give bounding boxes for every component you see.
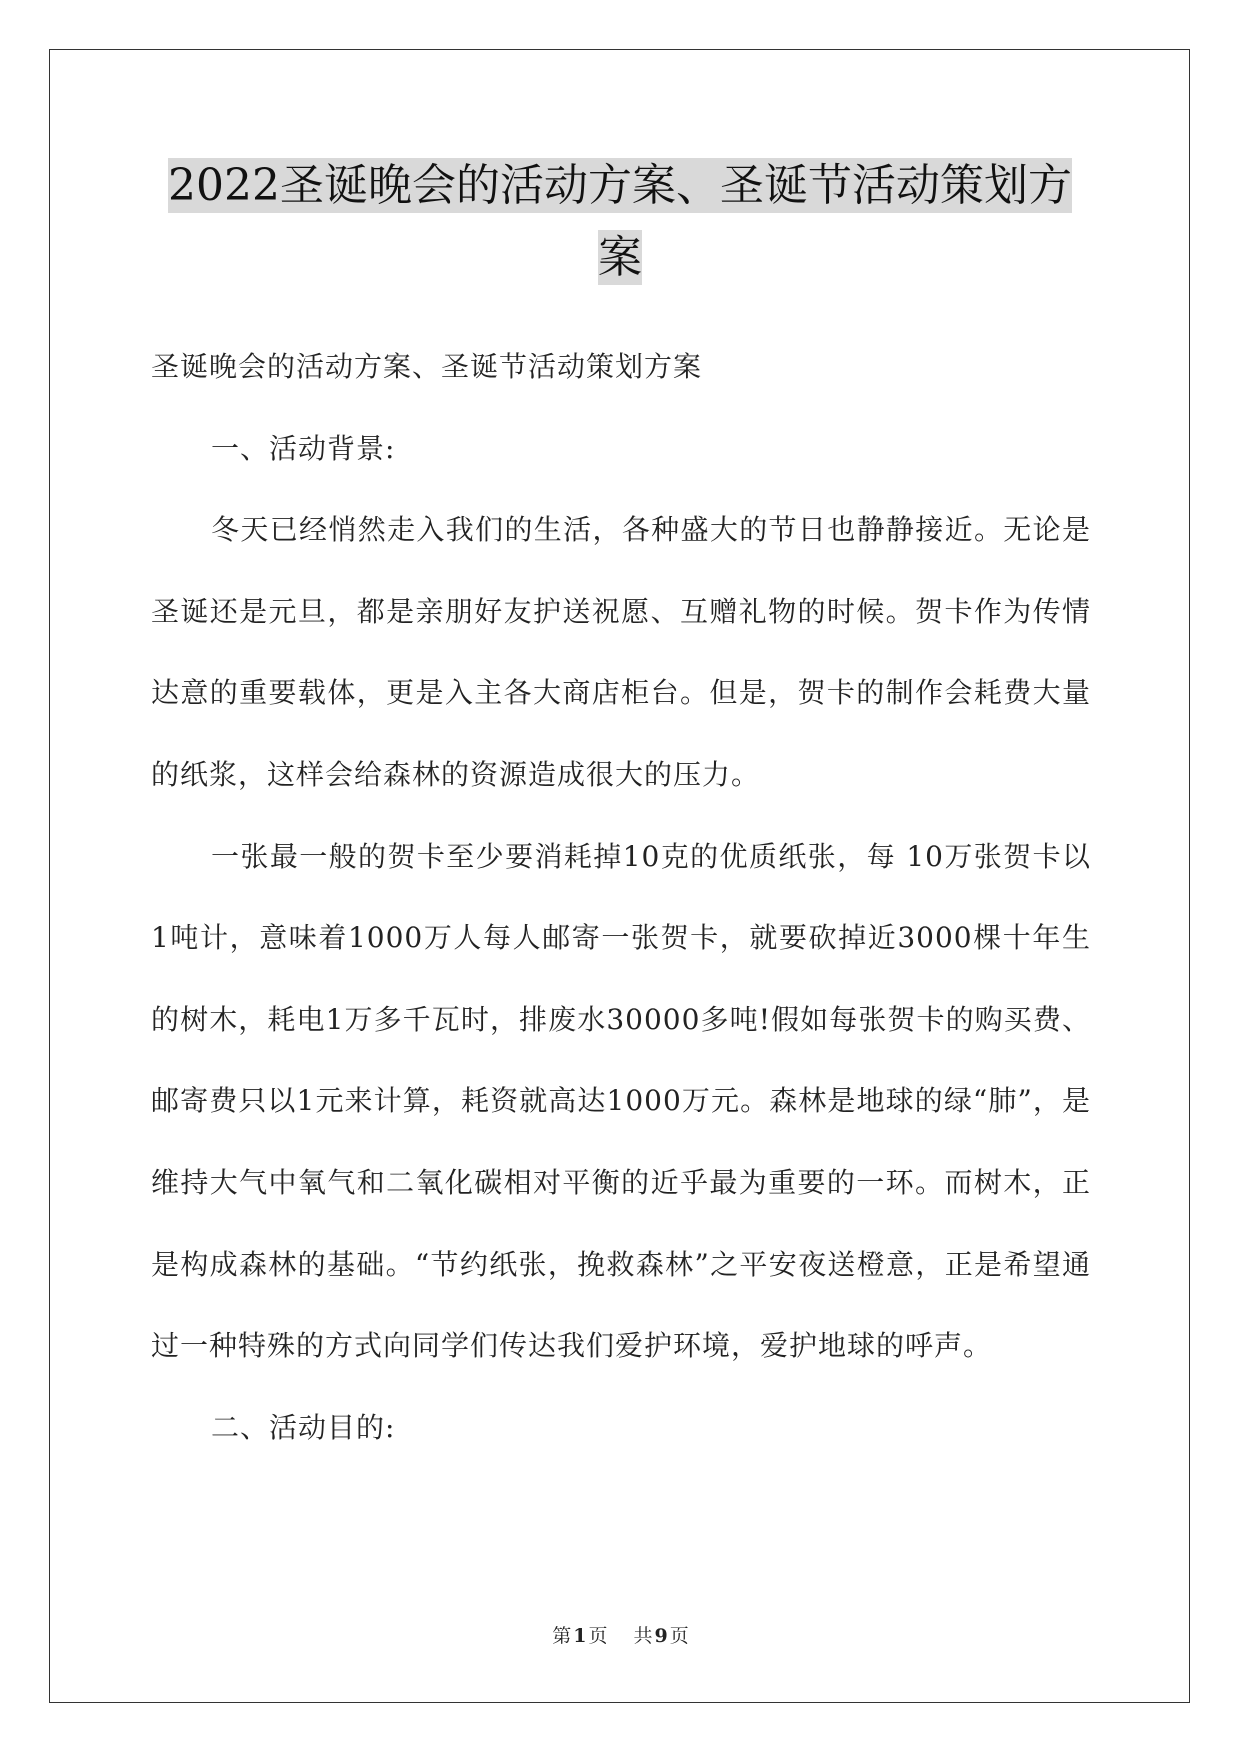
page-footer: [0, 1621, 1241, 1648]
document-title-text: 2022圣诞晚会的活动方案、圣诞节活动策划方案: [168, 160, 1072, 283]
section-heading-background: 一、活动背景:: [211, 431, 396, 465]
page-unit: 页: [588, 1625, 608, 1647]
subtitle-paragraph: 圣诞晚会的活动方案、圣诞节活动策划方案: [151, 350, 703, 383]
document-title: [150, 150, 1090, 294]
total-unit: 页: [669, 1625, 689, 1647]
page-prefix: 第: [552, 1625, 572, 1647]
body-paragraph: 一张最一般的贺卡至少要消耗掉10克的优质纸张，每 10万张贺卡以1吨计，意味着1000万人每人邮寄一张贺卡，就要砍掉近3000棵十年生的树木，耗电1万多千瓦时，排废水30000多吨!假如每张贺卡的购买费、邮寄费只以1元来计算，耗资就高达1000万元。森林是地球的绿“肺”，是维持大气中氧气和二氧化碳相对平衡的近乎最为重要的一环。而树木，正是构成森林的基础。“节约纸张，挽救森林”之平安夜送橙意，正是希望通过一种特殊的方式向同学们传达我们爱护环境，爱护地球的呼声。: [151, 839, 1091, 1363]
document-body: [151, 326, 1091, 1468]
total-page-number: 9: [654, 1625, 668, 1647]
section-heading-purpose: 二、活动目的:: [211, 1410, 396, 1444]
body-paragraph: 冬天已经悄然走入我们的生活，各种盛大的节日也静静接近。无论是圣诞还是元旦，都是亲朋好友护送祝愿、互赠礼物的时候。贺卡作为传情达意的重要载体，更是入主各大商店柜台。但是，贺卡的制作会耗费大量的纸浆，这样会给森林的资源造成很大的压力。: [151, 513, 1091, 791]
total-prefix: 共: [633, 1625, 653, 1647]
current-page-number: 1: [573, 1625, 587, 1647]
